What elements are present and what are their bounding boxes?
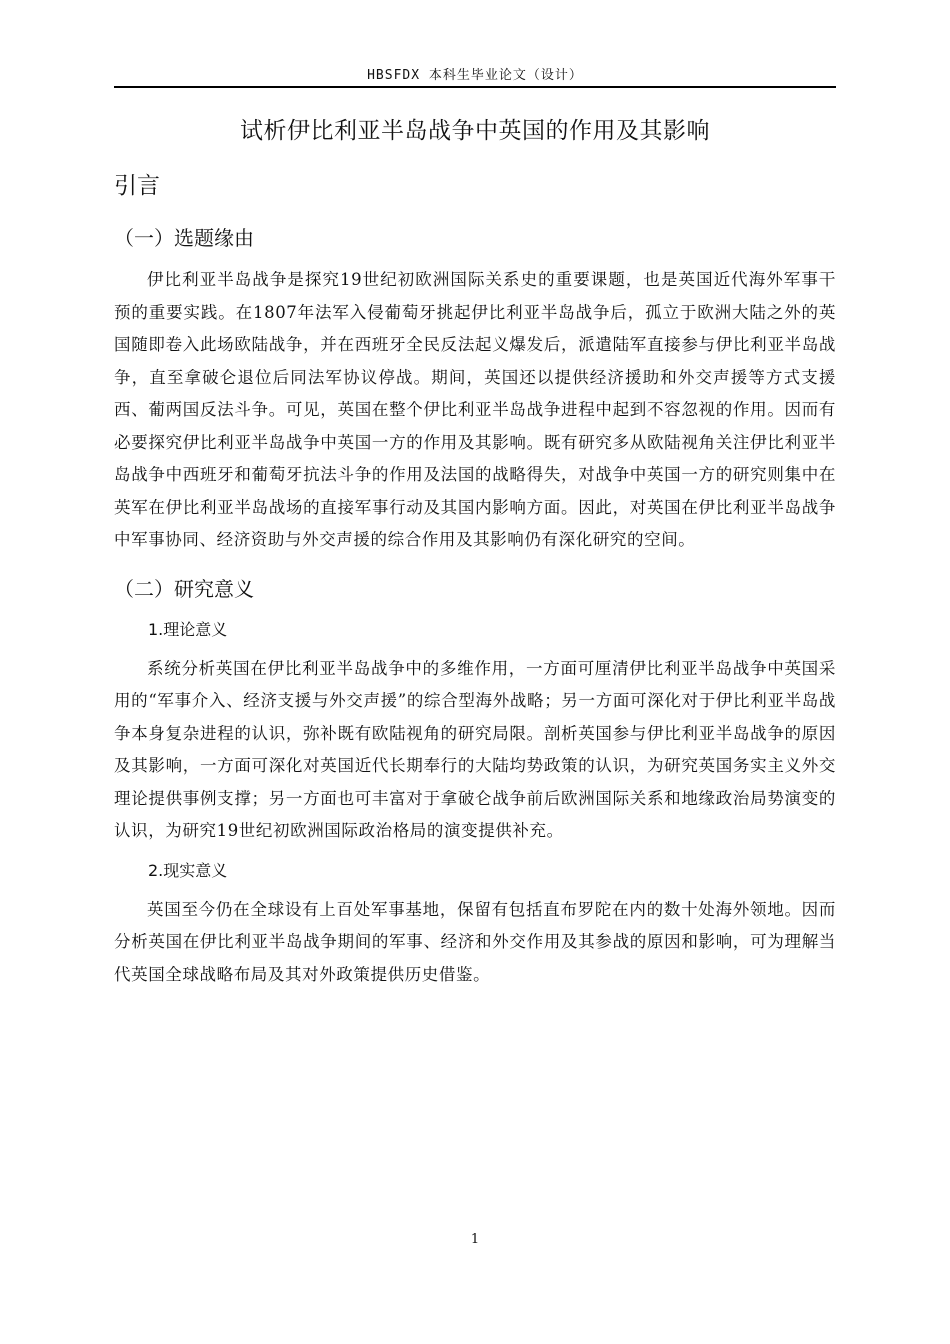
paragraph-practical-significance: 英国至今仍在全球设有上百处军事基地，保留有包括直布罗陀在内的数十处海外领地。因而分析英国在伊比利亚半岛战争期间的军事、经济和外交作用及其参战的原因和影响，可为理解当代英国全球战略布局及其对外政策提供历史借鉴。 <box>114 899 836 984</box>
paragraph-reason: 伊比利亚半岛战争是探究19世纪初欧洲国际关系史的重要课题，也是英国近代海外军事干预的重要实践。在1807年法军入侵葡萄牙挑起伊比利亚半岛战争后，孤立于欧洲大陆之外的英国随即卷入此场欧陆战争，并在西班牙全民反法起义爆发后，派遣陆军直接参与伊比利亚半岛战争，直至拿破仑退位后同法军协议停战。期间，英国还以提供经济援助和外交声援等方式支援西、葡两国反法斗争。可见，英国在整个伊比利亚半岛战争进程中起到不容忽视的作用。因而有必要探究伊比利亚半岛战争中英国一方的作用及其影响。既有研究多从欧陆视角关注伊比利亚半岛战争中西班牙和葡萄牙抗法斗争的作用及法国的战略得失，对战争中英国一方的研究则集中在英军在伊比利亚半岛战场的直接军事行动及其国内影响方面。因此，对英国在伊比利亚半岛战争中军事协同、经济资助与外交声援的综合作用及其影响仍有深化研究的空间。 <box>114 270 836 549</box>
subsection-heading-reason: （一）选题缘由 <box>114 226 254 250</box>
document-title: 试析伊比利亚半岛战争中英国的作用及其影响 <box>240 118 710 144</box>
section-heading-intro: 引言 <box>114 173 160 199</box>
header-rule <box>114 86 836 88</box>
heading-practical-significance: 2.现实意义 <box>148 860 228 880</box>
subsection-heading-significance: （二）研究意义 <box>114 576 254 601</box>
heading-theory-significance: 1.理论意义 <box>148 619 228 639</box>
paragraph-theory-significance: 系统分析英国在伊比利亚半岛战争中的多维作用，一方面可厘清伊比利亚半岛战争中英国采用的“军事介入、经济支援与外交声援”的综合型海外战略；另一方面可深化对于伊比利亚半岛战争本身复杂进程的认识，弥补既有欧陆视角的研究局限。剖析英国参与伊比利亚半岛战争的原因及其影响，一方面可深化对英国近代长期奉行的大陆均势政策的认识，为研究英国务实主义外交理论提供事例支撑；另一方面也可丰富对于拿破仑战争前后欧洲国际关系和地缘政治局势演变的认识，为研究19世纪初欧洲国际政治格局的演变提供补充。 <box>114 658 836 840</box>
page-number: 1 <box>470 1232 480 1247</box>
document-body <box>114 112 836 991</box>
page-header: HBSFDX 本科生毕业论文（设计） <box>367 68 583 83</box>
